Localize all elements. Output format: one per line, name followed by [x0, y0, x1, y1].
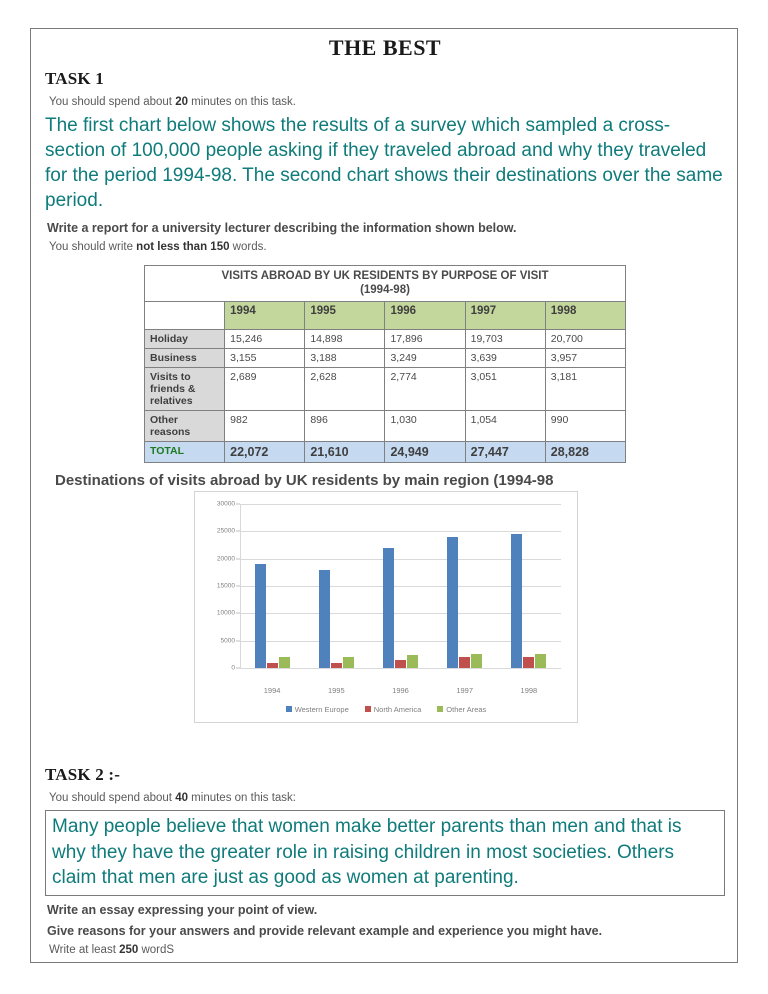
cell-holiday-1998: 20,700 [545, 329, 625, 348]
page-content [45, 29, 725, 964]
cell-other-1995: 896 [305, 410, 385, 441]
task2-time-prefix: You should spend about [49, 791, 176, 804]
chart-bar-group [251, 504, 293, 668]
cell-other-1996: 1,030 [385, 410, 465, 441]
task1-time-suffix: minutes on this task. [187, 96, 297, 108]
task2-word-value: 250 [119, 944, 139, 957]
chart-legend-item [286, 705, 349, 714]
task2-word-prefix: Write at least [49, 944, 120, 957]
column-header-1994: 1994 [225, 301, 305, 329]
chart-x-tick-label: 1994 [263, 685, 281, 695]
chart-y-tick-mark [236, 613, 240, 614]
row-label-business: Business [145, 348, 225, 367]
cell-total-1998: 28,828 [545, 441, 625, 462]
table-total-row [145, 441, 626, 462]
row-label-holiday: Holiday [145, 329, 225, 348]
chart-legend [195, 705, 577, 714]
cell-visits-1997: 3,051 [465, 367, 545, 410]
chart-x-tick-label: 1995 [327, 685, 345, 695]
row-label-total: TOTAL [145, 441, 225, 462]
cell-total-1996: 24,949 [385, 441, 465, 462]
chart-y-tick-mark [236, 640, 240, 641]
chart-gridline [240, 668, 561, 669]
chart-legend-label: North America [373, 704, 422, 714]
table-row [145, 410, 626, 441]
task1-word-suffix: words. [229, 240, 267, 253]
task2-instruction-2: Give reasons for your answers and provide relevant example and experience you might have. [47, 924, 603, 939]
cell-total-1995: 21,610 [305, 441, 385, 462]
cell-total-1994: 22,072 [225, 441, 305, 462]
task1-heading: TASK 1 [45, 69, 104, 88]
table-title-row [145, 266, 626, 302]
chart-legend-label: Western Europe [294, 704, 349, 714]
cell-other-1998: 990 [545, 410, 625, 441]
chart-y-tick-mark [236, 667, 240, 668]
chart-bar [319, 570, 330, 668]
chart-bar [511, 534, 522, 667]
table-title [145, 266, 626, 302]
task1-word-prefix: You should write [49, 240, 137, 253]
chart-bar [343, 657, 354, 668]
chart-plot-area [216, 500, 561, 695]
page-frame [30, 28, 738, 963]
cell-holiday-1994: 15,246 [225, 329, 305, 348]
chart-bar [523, 657, 534, 668]
chart-y-tick-label: 15000 [216, 582, 235, 590]
visits-abroad-table [144, 265, 626, 463]
chart-y-tick-mark [236, 503, 240, 504]
chart-x-tick-label: 1998 [520, 685, 538, 695]
cell-other-1994: 982 [225, 410, 305, 441]
cell-business-1997: 3,639 [465, 348, 545, 367]
visits-table-wrapper [144, 265, 725, 463]
chart-bar-group [444, 504, 486, 668]
task2-heading: TASK 2 :- [45, 764, 121, 784]
task1-prompt: The first chart below shows the results of a survey which sampled a cross-section of 100,000 people asking if they traveled abroad and why they traveled for the period 1994-98. The second chart shows their destinations over the same period. [45, 114, 723, 212]
chart-legend-item [365, 705, 422, 714]
task1-time-prefix: You should spend about [49, 96, 176, 108]
cell-visits-1995: 2,628 [305, 367, 385, 410]
task1-word-note [49, 240, 725, 256]
chart-bar [395, 660, 406, 668]
table-row [145, 367, 626, 410]
cell-business-1994: 3,155 [225, 348, 305, 367]
chart-bar [447, 537, 458, 668]
row-label-other-reasons: Other reasons [145, 410, 225, 441]
chart-y-tick-label: 0 [231, 664, 235, 672]
chart-title: Destinations of visits abroad by UK residents by main region (1994-98 [55, 471, 554, 489]
task2-prompt-box [45, 810, 725, 896]
chart-bar [459, 657, 470, 668]
table-corner-cell [145, 301, 225, 329]
task1-time-value: 20 [175, 96, 188, 108]
task1-instruction: Write a report for a university lecturer describing the information shown below. [47, 220, 517, 235]
chart-y-tick-label: 25000 [216, 527, 235, 535]
document-title: THE BEST [328, 35, 442, 60]
column-header-1996: 1996 [385, 301, 465, 329]
cell-visits-1998: 3,181 [545, 367, 625, 410]
row-label-visits-friends-relatives: Visits to friends & relatives [145, 367, 225, 410]
cell-holiday-1996: 17,896 [385, 329, 465, 348]
chart-bar [535, 654, 546, 668]
chart-y-tick-label: 30000 [216, 500, 235, 508]
destinations-bar-chart [194, 491, 578, 723]
table-header-row [145, 301, 626, 329]
chart-legend-swatch [365, 706, 371, 712]
cell-business-1998: 3,957 [545, 348, 625, 367]
task2-time-suffix: minutes on this task: [187, 791, 297, 804]
chart-bar-group [380, 504, 422, 668]
chart-legend-label: Other Areas [446, 704, 487, 714]
chart-bar [279, 657, 290, 668]
chart-y-tick-mark [236, 585, 240, 586]
task2-prompt: Many people believe that women make better parents than men and that is why they have the greater role in raising children in most societies. Others claim that men are just as good as women at parenting. [52, 816, 682, 888]
task2-word-suffix: wordS [138, 944, 175, 957]
task2-word-note [49, 943, 725, 959]
chart-bar [331, 663, 342, 668]
task2-instruction-1: Write an essay expressing your point of view. [47, 903, 318, 918]
chart-legend-swatch [286, 706, 292, 712]
chart-y-tick-mark [236, 531, 240, 532]
cell-business-1996: 3,249 [385, 348, 465, 367]
chart-bar [267, 663, 278, 668]
table-row [145, 348, 626, 367]
cell-business-1995: 3,188 [305, 348, 385, 367]
column-header-1998: 1998 [545, 301, 625, 329]
cell-total-1997: 27,447 [465, 441, 545, 462]
chart-y-tick-label: 10000 [216, 609, 235, 617]
column-header-1997: 1997 [465, 301, 545, 329]
chart-x-tick-label: 1996 [392, 685, 409, 695]
task1-time-note [49, 95, 725, 111]
chart-bar [471, 654, 482, 667]
chart-bar-group [508, 504, 550, 668]
chart-y-tick-label: 20000 [216, 555, 235, 562]
chart-legend-swatch [437, 706, 443, 712]
task1-word-value: not less than 150 [136, 240, 230, 253]
cell-holiday-1997: 19,703 [465, 329, 545, 348]
column-header-1995: 1995 [305, 301, 385, 329]
chart-y-tick-label: 5000 [220, 637, 235, 644]
chart-bar [383, 548, 394, 668]
cell-holiday-1995: 14,898 [305, 329, 385, 348]
chart-bar [407, 655, 418, 668]
task2-time-note [49, 791, 725, 807]
chart-legend-item [437, 705, 486, 714]
chart-x-tick-label: 1997 [456, 685, 474, 695]
task2-time-value: 40 [175, 791, 188, 804]
chart-bar-group [315, 504, 357, 668]
table-title-line1: VISITS ABROAD BY UK RESIDENTS BY PURPOSE OF VISIT [221, 270, 549, 283]
table-row [145, 329, 626, 348]
chart-bar [255, 564, 266, 668]
cell-visits-1996: 2,774 [385, 367, 465, 410]
table-title-line2: (1994-98) [360, 284, 410, 297]
cell-visits-1994: 2,689 [225, 367, 305, 410]
chart-y-tick-mark [236, 558, 240, 559]
cell-other-1997: 1,054 [465, 410, 545, 441]
